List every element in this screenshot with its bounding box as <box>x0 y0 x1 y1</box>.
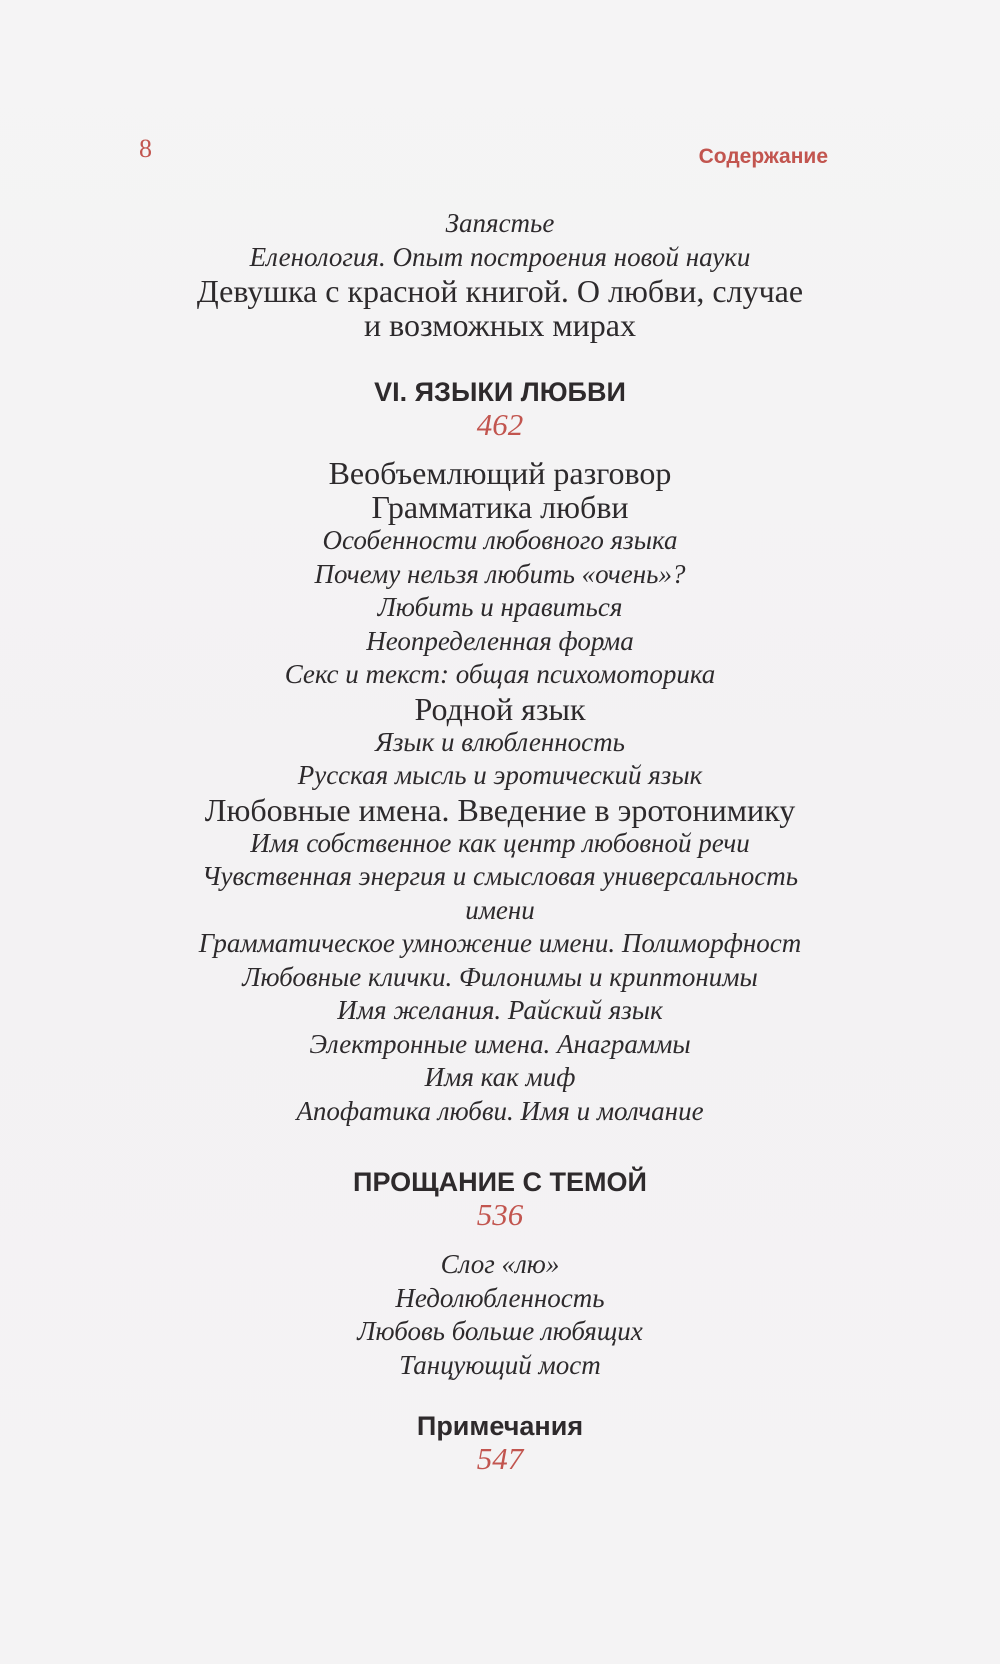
toc-subentry: имени <box>465 894 535 925</box>
toc-subentry: Любовь больше любящих <box>357 1316 643 1346</box>
toc-subentry: Еленология. Опыт построения новой науки <box>249 241 751 272</box>
section-title: VI. ЯЗЫКИ ЛЮБВИ <box>374 377 626 407</box>
toc-subentry: Запястье <box>445 208 555 238</box>
toc-subentry: Русская мысль и эротический язык <box>297 760 703 790</box>
toc-subentry: Язык и влюбленность <box>375 726 625 757</box>
toc-subentry: Любовные клички. Филонимы и криптонимы <box>242 961 758 992</box>
toc-entry: Веобъемлющий разговор <box>328 455 672 491</box>
toc-subentry: Имя желания. Райский язык <box>337 995 663 1025</box>
toc-entry: Родной язык <box>414 690 586 727</box>
section-title: ПРОЩАНИЕ С ТЕМОЙ <box>353 1167 647 1197</box>
section-title: Примечания <box>416 1411 584 1441</box>
toc-subentry: Апофатика любви. Имя и молчание <box>296 1095 704 1126</box>
toc-subentry: Имя как миф <box>424 1062 576 1092</box>
toc-entry: Любовные имена. Введение в эротонимику <box>204 791 796 828</box>
page-number: 8 <box>139 134 152 163</box>
toc-subentry: Особенности любовного языка <box>322 525 678 555</box>
toc-entry: Девушка с красной книгой. О любви, случае <box>196 273 804 309</box>
toc-entry: Грамматика любви <box>371 489 629 525</box>
toc-subentry: Грамматическое умножение имени. Полиморфност <box>198 928 802 958</box>
toc-subentry: Любить и нравиться <box>377 592 623 622</box>
toc-subentry: Электронные имена. Анаграммы <box>309 1028 691 1059</box>
toc-subentry: Недолюбленность <box>395 1282 605 1313</box>
toc-subentry: Танцующий мост <box>399 1349 601 1380</box>
section-page-number: 547 <box>476 1441 524 1476</box>
section-page-number: 536 <box>476 1197 524 1232</box>
toc-subentry: Чувственная энергия и смысловая универсальность <box>201 861 799 891</box>
toc-entry: и возможных мирах <box>364 307 636 343</box>
running-head: Содержание <box>698 145 828 168</box>
toc-subentry: Неопределенная форма <box>366 625 634 656</box>
table-of-contents <box>110 207 890 1476</box>
toc-subentry: Секс и текст: общая психомоторика <box>284 659 716 689</box>
toc-subentry: Почему нельзя любить «очень»? <box>314 558 686 589</box>
toc-subentry: Имя собственное как центр любовной речи <box>250 827 750 858</box>
toc-subentry: Слог «лю» <box>440 1249 560 1279</box>
section-page-number: 462 <box>476 407 524 442</box>
